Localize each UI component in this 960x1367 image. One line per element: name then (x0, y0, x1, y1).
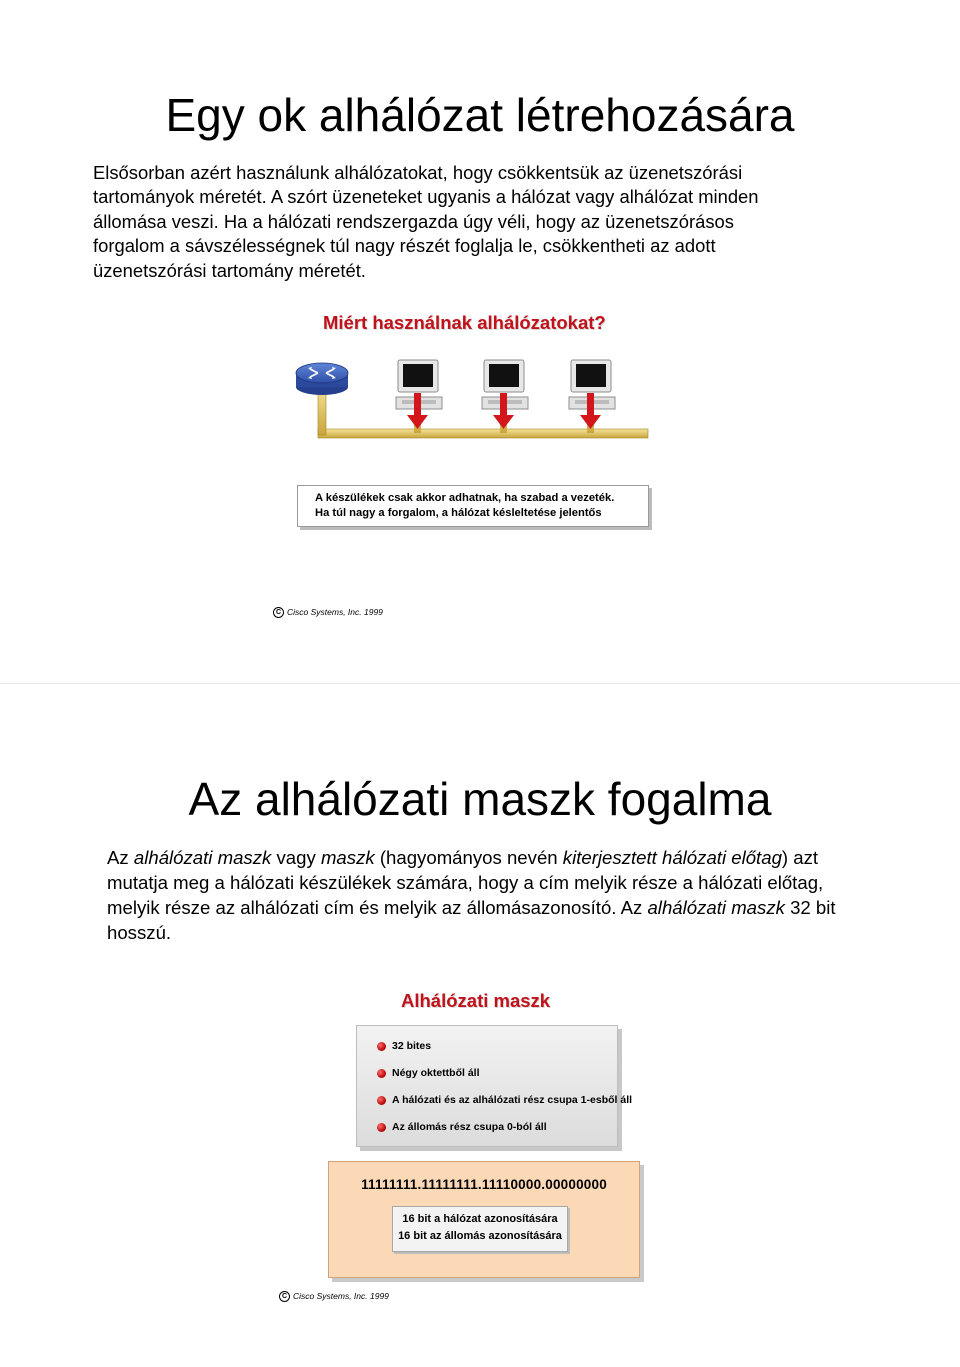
paragraph-line: Elsősorban azért használunk alhálózatokat, hogy csökkentsük az üzenetszórási (93, 162, 743, 183)
slide-title: Egy ok alhálózat létrehozására (165, 89, 795, 141)
bullet-icon (377, 1069, 386, 1078)
router-icon (296, 363, 348, 395)
text-run: ) azt mutatja meg a hálózati készülékek számára, hogy a cím melyik része a hálózati előtag, melyik része az alhálózati cím és melyik az állomásazonosító. Az (107, 847, 824, 918)
slide-title: Az alhálózati maszk fogalma (188, 773, 772, 825)
text-run: (hagyományos nevén (374, 847, 563, 868)
bullet-icon (377, 1123, 386, 1132)
copyright-icon: C (279, 1291, 290, 1302)
info-line: A készülékek csak akkor adhatnak, ha szabad a vezeték. (315, 492, 615, 504)
paragraph-line: tartományok méretét. A szórt üzeneteket ugyanis a hálózat vagy alhálózat minden (93, 186, 759, 208)
term-italic: kiterjesztett hálózati előtag (562, 847, 782, 868)
mask-panel (328, 1161, 640, 1278)
bullet-text: 32 bites (392, 1040, 432, 1052)
bullet-panel (356, 1025, 633, 1147)
paragraph-line: üzenetszórási tartomány méretét. (93, 259, 366, 281)
bullet-icon (377, 1042, 386, 1051)
diagram-title: Miért használnak alhálózatokat? (323, 312, 606, 333)
bullet-text: Az állomás rész csupa 0-ból áll (392, 1121, 547, 1133)
paragraph-line: forgalom a sávszélességnek túl nagy részét foglalja le, csökkentheti az adott (93, 235, 716, 257)
bullet-item (377, 1094, 632, 1106)
mask-breakdown (392, 1206, 568, 1252)
info-box (297, 485, 649, 527)
diagram-title: Alhálózati maszk (401, 990, 551, 1011)
body-paragraph (93, 161, 883, 283)
text-run: Az (107, 847, 134, 868)
bullet-text: A hálózati és az alhálózati rész csupa 1-esből áll (392, 1094, 633, 1106)
slide-1 (0, 0, 960, 683)
mask-line: 16 bit az állomás azonosítására (398, 1230, 562, 1242)
bullet-text: Négy oktettből áll (392, 1067, 480, 1079)
info-line: Ha túl nagy a forgalom, a hálózat késleltetése jelentős (315, 507, 602, 519)
bullet-icon (377, 1096, 386, 1105)
copyright-icon: C (273, 607, 284, 618)
term-italic: alhálózati maszk (133, 847, 272, 868)
bullet-item (377, 1040, 431, 1052)
term-italic: alhálózati maszk (647, 897, 785, 918)
paragraph-line: állomása veszi. Ha a hálózati rendszergazda úgy véli, hogy az üzenetszórásos (93, 210, 734, 232)
copyright (273, 607, 383, 618)
network-diagram (292, 345, 662, 460)
body-paragraph (107, 845, 867, 945)
copyright (279, 1291, 389, 1302)
bus-cable (318, 385, 648, 438)
copyright-text: Cisco Systems, Inc. 1999 (287, 607, 383, 617)
text-run: 32 bit hosszú. (107, 897, 836, 943)
mask-value: 11111111.11111111.11110000.00000000 (361, 1177, 607, 1192)
bullet-item (377, 1121, 547, 1133)
text-run: vagy (271, 847, 321, 868)
mask-line: 16 bit a hálózat azonosítására (402, 1213, 558, 1225)
copyright-text: Cisco Systems, Inc. 1999 (293, 1291, 389, 1301)
slide-2 (0, 684, 960, 1367)
term-italic: maszk (320, 847, 375, 868)
bullet-item (377, 1067, 480, 1079)
